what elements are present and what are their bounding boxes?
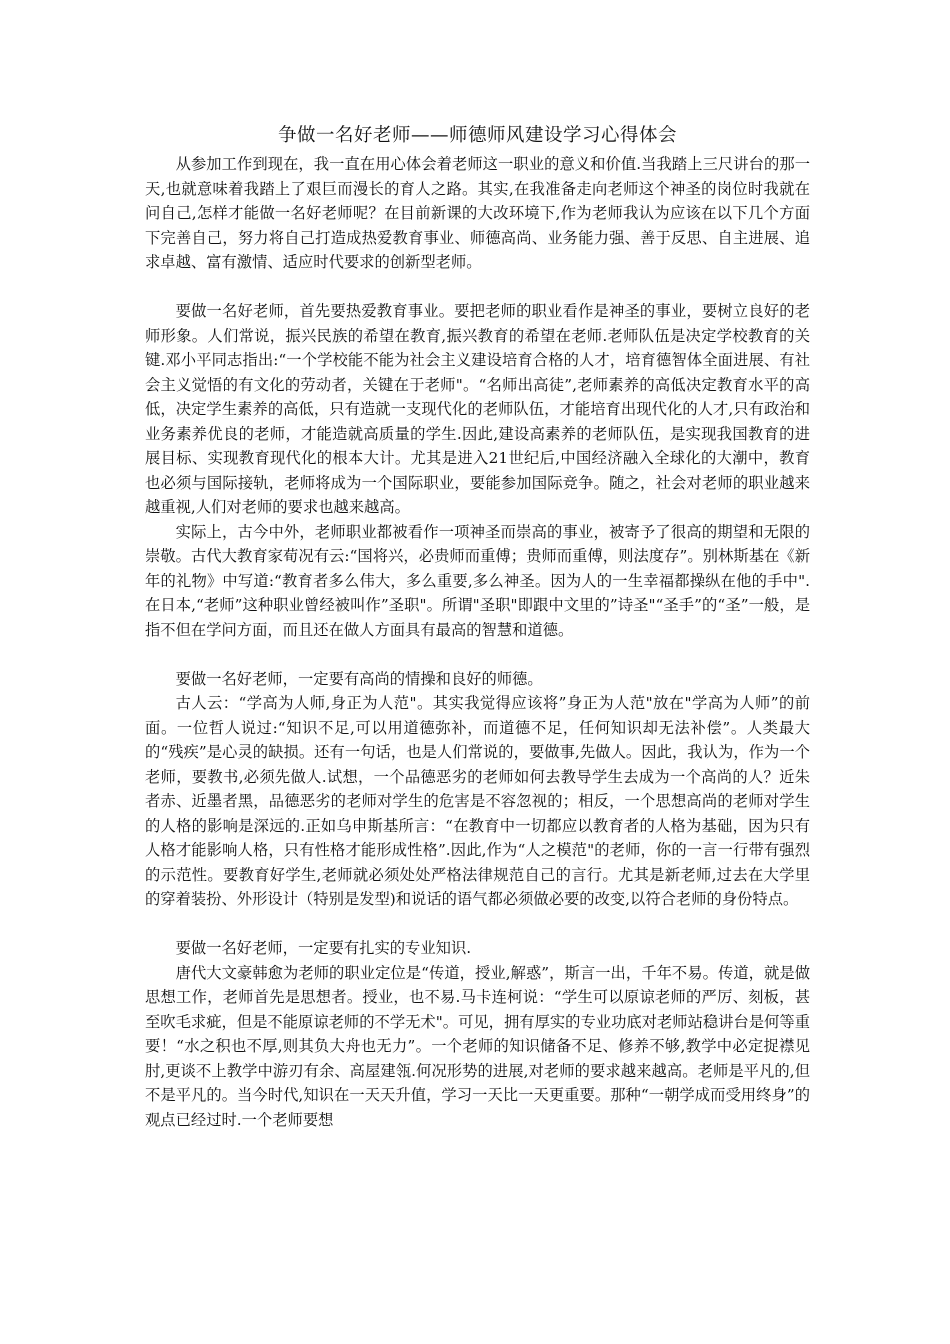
paragraph-sacred-profession: 实际上，古今中外，老师职业都被看作一项神圣而崇高的事业，被寄予了很高的期望和无限的崇敬。古代大教育家荀况有云:“国将兴，必贵师而重傅；贵师而重傅，则法度存”。别林斯基在《新年的礼物》中写道:“教育者多么伟大，多么重要,多么神圣。因为人的一生幸福都操纵在他的手中".在日本,“老师”这种职业曾经被叫作”圣职"。所谓"圣职"即跟中文里的”诗圣"“圣手”的“圣”一般，是指不但在学问方面，而且还在做人方面具有最高的智慧和道德。	[145, 522, 810, 639]
paragraph-knowledge-body: 唐代大文豪韩愈为老师的职业定位是“传道，授业,解惑”，斯言一出，千年不易。传道，就是做思想工作，老师首先是思想者。授业，也不易.马卡连柯说：“学生可以原谅老师的严厉、刻板，甚至吹毛求疵，但是不能原谅老师的不学无术"。可见，拥有厚实的专业功底对老师站稳讲台是何等重要！“水之积也不厚,则其负大舟也无力”。一个老师的知识储备不足、修养不够,教学中必定捉襟见肘,更谈不上教学中游刃有余、高屋建瓴.何况形势的进展,对老师的要求越来越高。老师是平凡的,但不是平凡的。当今时代,知识在一天天升值，学习一天比一天更重要。那种“一朝学成而受用终身”的观点已经过时.一个老师要想	[145, 963, 810, 1129]
paragraph-knowledge-heading: 要做一名好老师，一定要有扎实的专业知识.	[175, 939, 472, 957]
paragraph-spacer	[145, 912, 810, 937]
paragraph-ethics-body: 古人云：“学高为人师,身正为人范"。其实我觉得应该将”身正为人范"放在"学高为人师”的前面。一位哲人说过:“知识不足,可以用道德弥补，而道德不足，任何知识却无法补偿”。人类最大的“残疾”是心灵的缺损。还有一句话，也是人们常说的，要做事,先做人。因此，我认为，作为一个老师，要教书,必须先做人.试想，一个品德恶劣的老师如何去教导学生去成为一个高尚的人？近朱者赤、近墨者黑，品德恶劣的老师对学生的危害是不容忽视的；相反，一个思想高尚的老师对学生的人格的影响是深远的.正如乌申斯基所言：“在教育中一切都应以教育者的人格为基础，因为只有人格才能影响人格，只有性格才能形成性格”.因此,作为“人之模范"的老师，你的一言一行带有强烈的示范性。要教育好学生,老师就必须处处严格法律规范自己的言行。尤其是新老师,过去在大学里的穿着装扮、外形设计（特别是发型)和说话的语气都必须做必要的改变,以符合老师的身份特点。	[145, 694, 810, 908]
paragraph-spacer	[145, 642, 810, 667]
paragraph-ethics-heading: 要做一名好老师，一定要有高尚的情操和良好的师德。	[175, 669, 543, 688]
document-page	[145, 124, 810, 1132]
paragraph-love-education: 要做一名好老师，首先要热爱教育事业。要把老师的职业看作是神圣的事业，要树立良好的老师形象。人们常说，振兴民族的希望在教育,振兴教育的希望在老师.老师队伍是决定学校教育的关键.邓小平同志指出:“一个学校能不能为社会主义建设培育合格的人才，培育德智体全面进展、有社会主义觉悟的有文化的劳动者，关键在于老师"。“名师出高徒”,老师素养的高低决定教育水平的高低，决定学生素养的高低，只有造就一支现代化的老师队伍，才能培育出现代化的人才,只有政治和业务素养优良的老师，才能造就高质量的学生.因此,建设高素养的老师队伍，是实现我国教育的进展目标、实现教育现代化的根本大计。尤其是进入21世纪后,中国经济融入全球化的大潮中，教育也必须与国际接轨，老师将成为一个国际职业，要能参加国际竞争。随之，社会对老师的职业越来越重视,人们对老师的要求也越来越高。	[145, 302, 810, 516]
paragraph-spacer	[145, 275, 810, 300]
document-title: 争做一名好老师——师德师风建设学习心得体会	[277, 125, 677, 146]
paragraph-intro: 从参加工作到现在，我一直在用心体会着老师这一职业的意义和价值.当我踏上三尺讲台的那一天,也就意味着我踏上了艰巨而漫长的育人之路。其实,在我准备走向老师这个神圣的岗位时我就在问自己,怎样才能做一名好老师呢？在目前新课的大改环境下,作为老师我认为应该在以下几个方面下完善自己，努力将自己打造成热爱教育事业、师德高尚、业务能力强、善于反思、自主进展、追求卓越、富有激情、适应时代要求的创新型老师。	[145, 155, 810, 271]
